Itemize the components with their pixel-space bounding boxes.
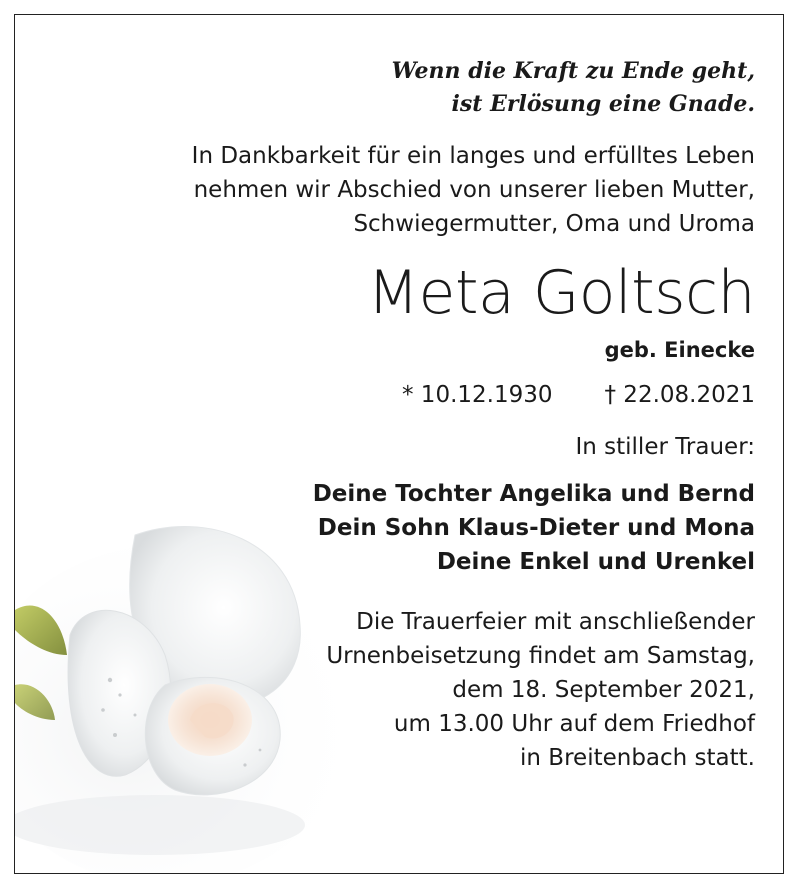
life-dates <box>15 379 755 411</box>
intro-text <box>15 139 755 241</box>
mourners-list <box>15 477 755 579</box>
quote-line: ist Erlösung eine Gnade. <box>451 91 755 117</box>
deceased-name: Meta Goltsch <box>367 258 755 328</box>
intro-line: nehmen wir Abschied von unserer lieben Mutter, <box>193 177 755 203</box>
intro-line: Schwiegermutter, Oma und Uroma <box>353 211 755 237</box>
mourning-label: In stiller Trauer: <box>575 434 755 460</box>
quote-line: Wenn die Kraft zu Ende geht, <box>391 58 755 84</box>
funeral-line: in Breitenbach statt. <box>520 745 755 771</box>
obituary-text <box>15 15 755 775</box>
funeral-line: um 13.00 Uhr auf dem Friedhof <box>393 711 755 737</box>
birth-name: geb. Einecke <box>604 338 755 362</box>
obituary-card <box>14 14 784 874</box>
funeral-line: dem 18. September 2021, <box>452 677 755 703</box>
mourner-line: Dein Sohn Klaus-Dieter und Mona <box>317 515 755 541</box>
mourner-line: Deine Enkel und Urenkel <box>436 549 755 575</box>
birth-date: * 10.12.1930 <box>402 382 553 408</box>
death-date: † 22.08.2021 <box>604 382 755 408</box>
funeral-details <box>15 605 755 775</box>
intro-line: In Dankbarkeit für ein langes und erfülltes Leben <box>191 143 755 169</box>
funeral-line: Die Trauerfeier mit anschließender <box>356 609 755 635</box>
funeral-line: Urnenbeisetzung findet am Samstag, <box>326 643 755 669</box>
mourner-line: Deine Tochter Angelika und Bernd <box>312 481 755 507</box>
memorial-quote <box>15 55 755 121</box>
